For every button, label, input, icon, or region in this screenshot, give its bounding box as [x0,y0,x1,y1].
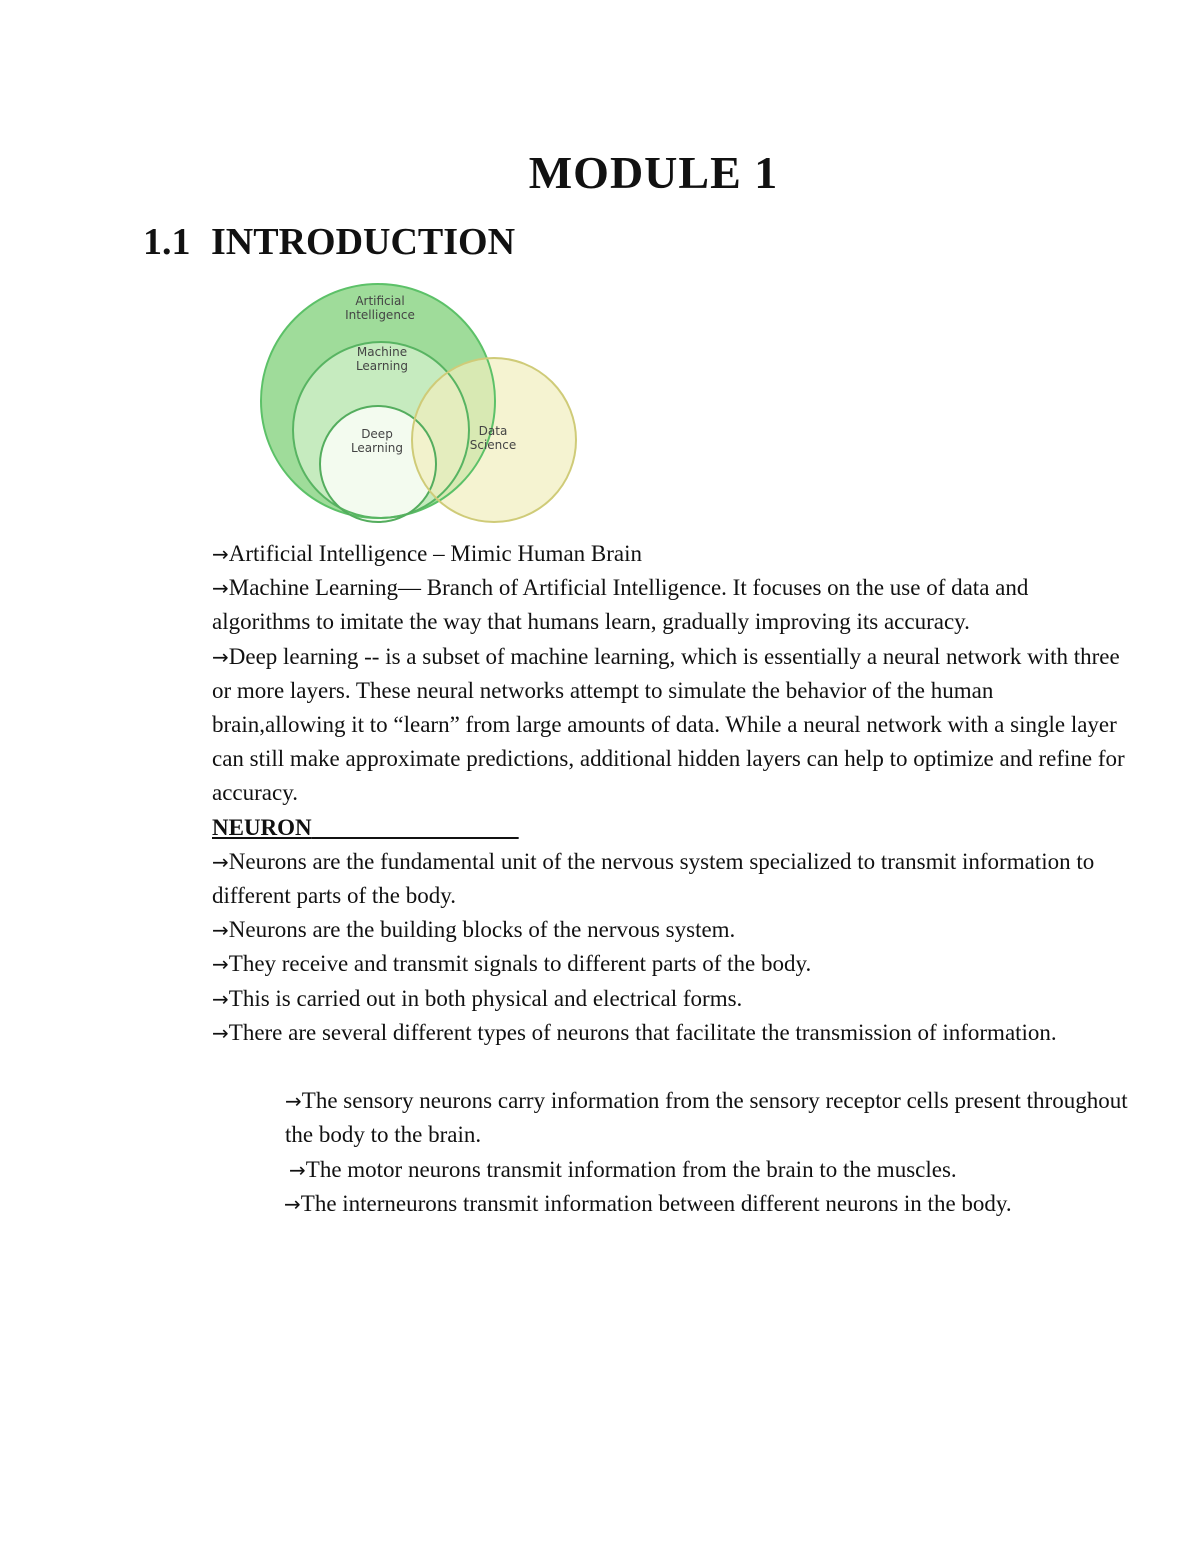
ai-ml-dl-ds-venn-diagram [258,278,580,523]
section-heading [143,220,515,264]
dl-definition: →Deep learning -- is a subset of machine learning, which is essentially a neural network with three or more layers. These neural networks attempt to simulate the behavior of the human brain,allowing it to “learn” from large amounts of data. While a neural network with a single layer can still make approximate predictions, additional hidden layers can help to optimize and refine for accuracy. [212,643,1125,806]
neuron-point: →Neurons are the building blocks of the nervous system. [212,917,736,943]
neuron-type-interneuron: →The interneurons transmit information between different neurons in the body. [284,1190,1012,1216]
blank-line [212,1050,1132,1084]
neuron-heading: NEURON [212,814,312,840]
arrow-right-icon: → [284,1191,301,1216]
module-title: MODULE 1 [528,147,779,198]
ai-label-line1: Artificial [355,294,405,308]
ai-label-line2: Intelligence [345,308,415,322]
arrow-right-icon: → [212,576,229,601]
section-title: INTRODUCTION [211,221,516,263]
arrow-right-icon: → [289,1157,306,1182]
section-number: 1.1 [143,221,191,263]
neuron-point: →They receive and transmit signals to different parts of the body. [212,951,812,977]
arrow-right-icon: → [212,849,229,874]
neuron-type-sensory: →The sensory neurons carry information from the sensory receptor cells present throughout the body to the brain. [285,1088,1128,1148]
arrow-right-icon: → [212,1020,229,1045]
ml-label-line1: Machine [356,345,408,359]
arrow-right-icon: → [212,918,229,943]
arrow-right-icon: → [212,542,229,566]
arrow-right-icon: → [212,644,229,669]
arrow-right-icon: → [212,952,229,977]
dl-label-line1: Deep [361,427,393,441]
arrow-right-icon: → [212,986,229,1011]
ds-label-line1: Data [478,424,508,438]
ai-definition: →Artificial Intelligence – Mimic Human Brain [212,541,643,566]
neuron-point: →This is carried out in both physical and electrical forms. [212,985,743,1011]
ml-label-line2: Learning [355,359,409,373]
neuron-point: →There are several different types of neurons that facilitate the transmission of information. [212,1019,1057,1045]
neuron-type-motor: →The motor neurons transmit information from the brain to the muscles. [289,1156,957,1182]
ml-definition: →Machine Learning— Branch of Artificial Intelligence. It focuses on the use of data and algorithms to imitate the way that humans learn, gradually improving its accuracy. [212,575,1029,635]
neuron-point: →Neurons are the fundamental unit of the nervous system specialized to transmit information to different parts of the body. [212,848,1095,909]
ds-label-line2: Science [469,438,517,452]
arrow-right-icon: → [285,1089,302,1114]
dl-label-line2: Learning [350,441,404,455]
body-text [212,537,1132,1221]
